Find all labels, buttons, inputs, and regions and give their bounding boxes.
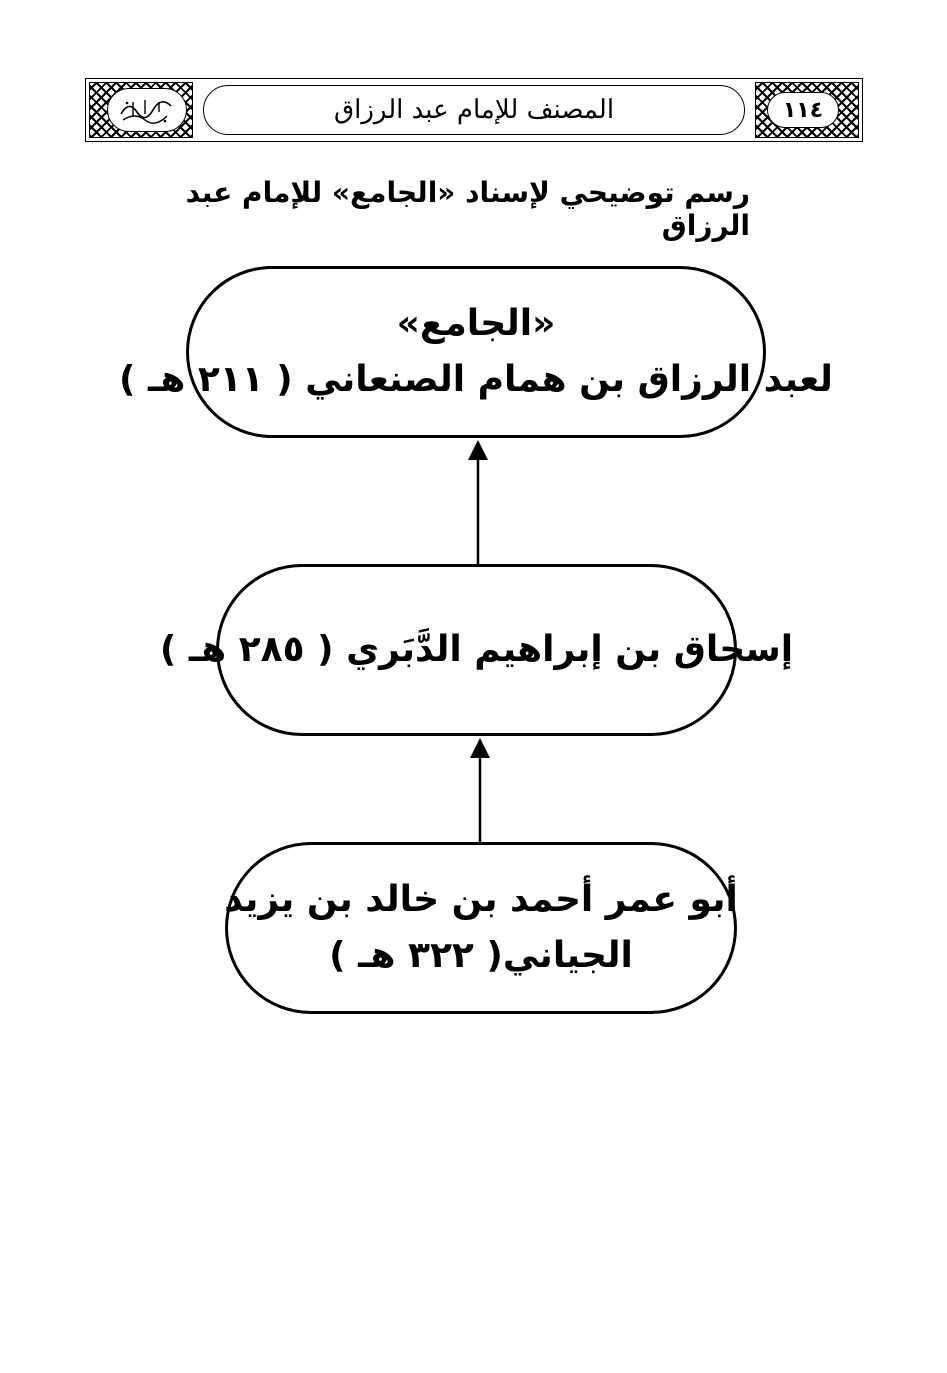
node-al-jami — [119, 266, 833, 438]
node-3-line-1: أبو عمر أحمد بن خالد بن يزيد — [224, 879, 738, 921]
diagram-caption: رسم توضيحي لإسناد «الجامع» للإمام عبد الرزاق — [185, 176, 750, 242]
node-1-line-1: «الجامع» — [396, 303, 556, 345]
node-ishaq-al-dabari — [159, 564, 794, 736]
running-title-text: المصنف للإمام عبد الرزاق — [333, 95, 615, 125]
node-3-line-2: الجياني( ٣٢٢ هـ ) — [329, 935, 633, 976]
arrow-2-to-1 — [468, 440, 488, 564]
node-1-line-2: لعبد الرزاق بن همام الصنعاني ( ٢١١ هـ ) — [119, 359, 833, 400]
page-number-text: ١١٤ — [782, 97, 824, 123]
node-2-line-1: إسحاق بن إبراهيم الدَّبَري ( ٢٨٥ هـ ) — [159, 629, 794, 671]
node-abu-umar-al-jayyani — [225, 842, 737, 1014]
arrow-3-to-2 — [470, 738, 490, 842]
